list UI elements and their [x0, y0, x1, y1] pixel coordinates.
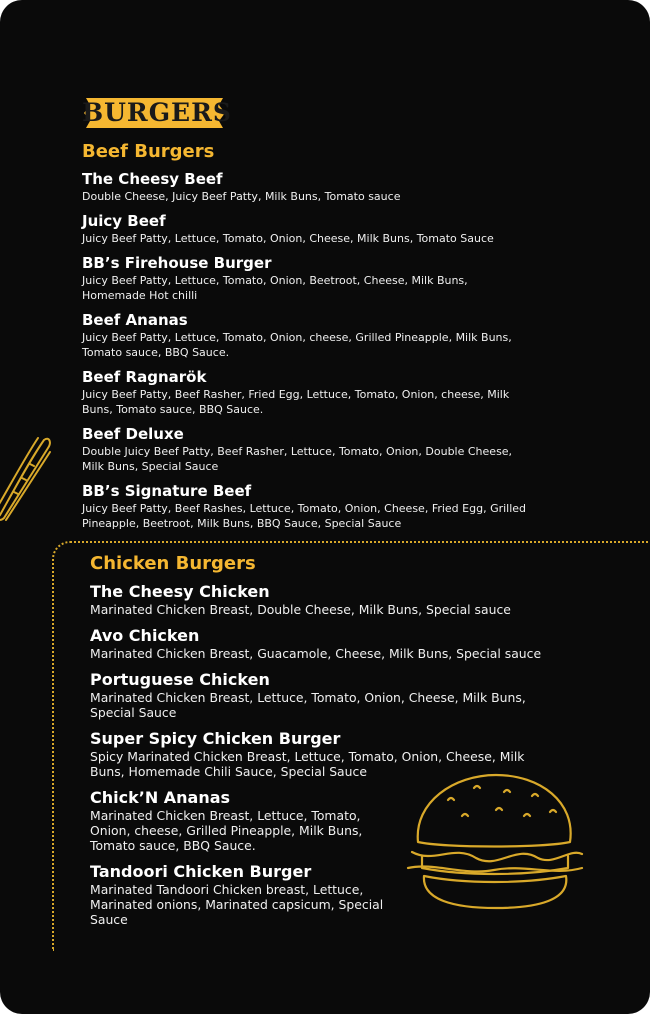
- item-name: Beef Deluxe: [82, 425, 184, 443]
- menu-item: [82, 170, 562, 204]
- item-description: Juicy Beef Patty, Beef Rasher, Fried Egg, Lettuce, Tomato, Onion, cheese, Milk Buns, Tomato sauce, BBQ Sauce.: [82, 388, 510, 416]
- item-description: Marinated Tandoori Chicken breast, Lettuce, Marinated onions, Marinated capsicum, Special Sauce: [90, 882, 384, 927]
- item-name: Beef Ragnarök: [82, 368, 207, 386]
- item-name: Super Spicy Chicken Burger: [90, 729, 341, 748]
- item-description: Marinated Chicken Breast, Lettuce, Tomato, Onion, Cheese, Milk Buns, Special Sauce: [90, 690, 526, 720]
- item-description: Juicy Beef Patty, Lettuce, Tomato, Onion, Cheese, Milk Buns, Tomato Sauce: [82, 232, 494, 245]
- item-name: Portuguese Chicken: [90, 670, 270, 689]
- menu-item: [90, 626, 560, 661]
- beef-section-title: Beef Burgers: [82, 141, 215, 162]
- item-name: BB’s Signature Beef: [82, 482, 252, 500]
- menu-item: [82, 311, 562, 360]
- item-description: Juicy Beef Patty, Lettuce, Tomato, Onion, cheese, Grilled Pineapple, Milk Buns, Tomato sauce, BBQ Sauce.: [82, 331, 512, 359]
- menu-item: [90, 582, 560, 617]
- item-name: The Cheesy Beef: [82, 170, 223, 188]
- menu-item: [82, 254, 562, 303]
- item-name: Chick’N Ananas: [90, 788, 231, 807]
- burgers-banner: [82, 96, 232, 130]
- item-name: Avo Chicken: [90, 626, 200, 645]
- item-description: Juicy Beef Patty, Beef Rashes, Lettuce, Tomato, Onion, Cheese, Fried Egg, Grilled Pineapple, Beetroot, Milk Buns, BBQ Sauce, Special Sauce: [82, 502, 527, 530]
- banner-title: BURGERS: [82, 98, 232, 127]
- hotdog-outline-icon: [0, 430, 54, 525]
- item-description: Double Juicy Beef Patty, Beef Rasher, Lettuce, Tomato, Onion, Double Cheese, Milk Buns, Special Sauce: [82, 445, 513, 473]
- item-name: Juicy Beef: [82, 212, 166, 230]
- item-description: Spicy Marinated Chicken Breast, Lettuce, Tomato, Onion, Cheese, Milk Buns, Homemade Chili Sauce, Special Sauce: [90, 749, 525, 779]
- item-name: BB’s Firehouse Burger: [82, 254, 272, 272]
- beef-burgers-section: [82, 141, 562, 539]
- item-name: Beef Ananas: [82, 311, 188, 329]
- item-description: Double Cheese, Juicy Beef Patty, Milk Buns, Tomato sauce: [82, 190, 401, 203]
- item-description: Juicy Beef Patty, Lettuce, Tomato, Onion, Beetroot, Cheese, Milk Buns, Homemade Hot chilli: [82, 274, 468, 302]
- chicken-section-title: Chicken Burgers: [90, 553, 256, 574]
- menu-item: [82, 212, 562, 246]
- menu-item: [82, 482, 562, 531]
- item-description: Marinated Chicken Breast, Guacamole, Cheese, Milk Buns, Special sauce: [90, 646, 542, 661]
- burger-outline-icon: [404, 772, 586, 912]
- item-name: Tandoori Chicken Burger: [90, 862, 312, 881]
- item-name: The Cheesy Chicken: [90, 582, 270, 601]
- menu-item: [90, 670, 560, 720]
- item-description: Marinated Chicken Breast, Double Cheese, Milk Buns, Special sauce: [90, 602, 511, 617]
- menu-item: [82, 425, 562, 474]
- menu-item: [82, 368, 562, 417]
- item-description: Marinated Chicken Breast, Lettuce, Tomato, Onion, cheese, Grilled Pineapple, Milk Buns, Tomato sauce, BBQ Sauce.: [90, 808, 363, 853]
